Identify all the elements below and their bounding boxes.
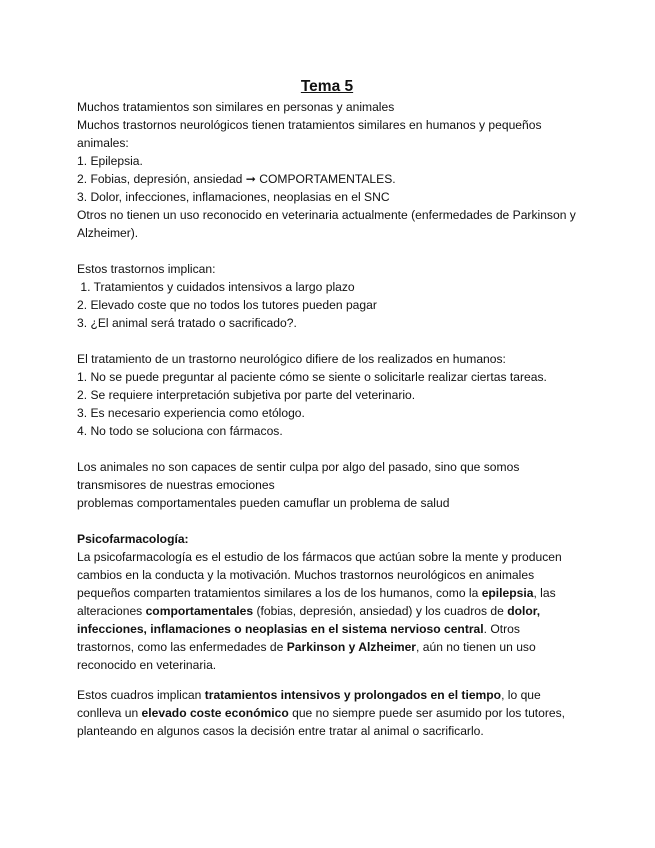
page-title: Tema 5: [300, 78, 354, 95]
intro-line-2: Muchos trastornos neurológicos tienen tratamientos similares en humanos y pequeños animales:: [77, 118, 542, 150]
text-run: que no siempre puede ser asumido por los tutores, planteando en algunos casos la decisión entre tratar al animal o sacrificarlo.: [77, 706, 566, 738]
text-run: (fobias, depresión, ansiedad) y los cuadros de: [253, 604, 508, 618]
psico-paragraph-1: [77, 548, 577, 674]
differences-heading: El tratamiento de un trastorno neurológico difiere de los realizados en humanos:: [77, 352, 506, 366]
psico-heading: [77, 530, 577, 548]
guilt-line-1: Los animales no son capaces de sentir culpa por algo del pasado, sino que somos transmisores de nuestras emociones: [77, 460, 520, 492]
differences-item: 2. Se requiere interpretación subjetiva por parte del veterinario.: [77, 388, 416, 402]
bold-run: comportamentales: [145, 604, 254, 618]
implications-item: 3. ¿El animal será tratado o sacrificado?.: [77, 316, 297, 330]
psico-paragraph-2: [77, 686, 577, 740]
differences-item: 1. No se puede preguntar al paciente cómo se siente o solicitarle realizar ciertas tareas.: [77, 370, 547, 384]
intro-line-1: Muchos tratamientos son similares en personas y animales: [77, 100, 395, 114]
guilt-line-2: problemas comportamentales pueden camuflar un problema de salud: [77, 496, 450, 510]
implications-item: 2. Elevado coste que no todos los tutores pueden pagar: [77, 298, 377, 312]
text-run: , las alteraciones: [77, 586, 556, 618]
text-run: . Otros trastornos, como las enfermedades de: [77, 622, 520, 654]
text-run: La psicofarmacología es el estudio de los fármacos que actúan sobre la mente y producen cambios en la conducta y la motivación. Muchos trastornos neurológicos en animales pequeños comparten tratamientos similares a los de los humanos, como la: [77, 550, 562, 600]
intro-item: 2. Fobias, depresión, ansiedad ➞ COMPORTAMENTALES.: [77, 172, 396, 186]
bold-run: elevado coste económico: [141, 706, 289, 720]
text-run: , aún no tienen un uso reconocido en veterinaria.: [77, 640, 536, 672]
differences-item: 3. Es necesario experiencia como etólogo.: [77, 406, 305, 420]
psico-heading-text: Psicofarmacología:: [77, 532, 189, 546]
bold-run: Parkinson y Alzheimer: [286, 640, 417, 654]
text-run: , lo que conlleva un: [77, 688, 541, 720]
bold-run: epilepsia: [481, 586, 534, 600]
differences-item: 4. No todo se soluciona con fármacos.: [77, 424, 283, 438]
intro-item: 3. Dolor, infecciones, inflamaciones, neoplasias en el SNC: [77, 190, 390, 204]
text-run: Estos cuadros implican: [77, 688, 205, 702]
implications-item: 1. Tratamientos y cuidados intensivos a largo plazo: [77, 280, 355, 294]
intro-closing: Otros no tienen un uso reconocido en veterinaria actualmente (enfermedades de Parkinson y Alzheimer).: [77, 208, 576, 240]
bold-run: dolor, infecciones, inflamaciones o neoplasias en el sistema nervioso central: [77, 604, 541, 636]
intro-item: 1. Epilepsia.: [77, 154, 143, 168]
bold-run: tratamientos intensivos y prolongados en el tiempo: [204, 688, 502, 702]
implications-heading: Estos trastornos implican:: [77, 262, 216, 276]
document-page: [77, 76, 577, 740]
